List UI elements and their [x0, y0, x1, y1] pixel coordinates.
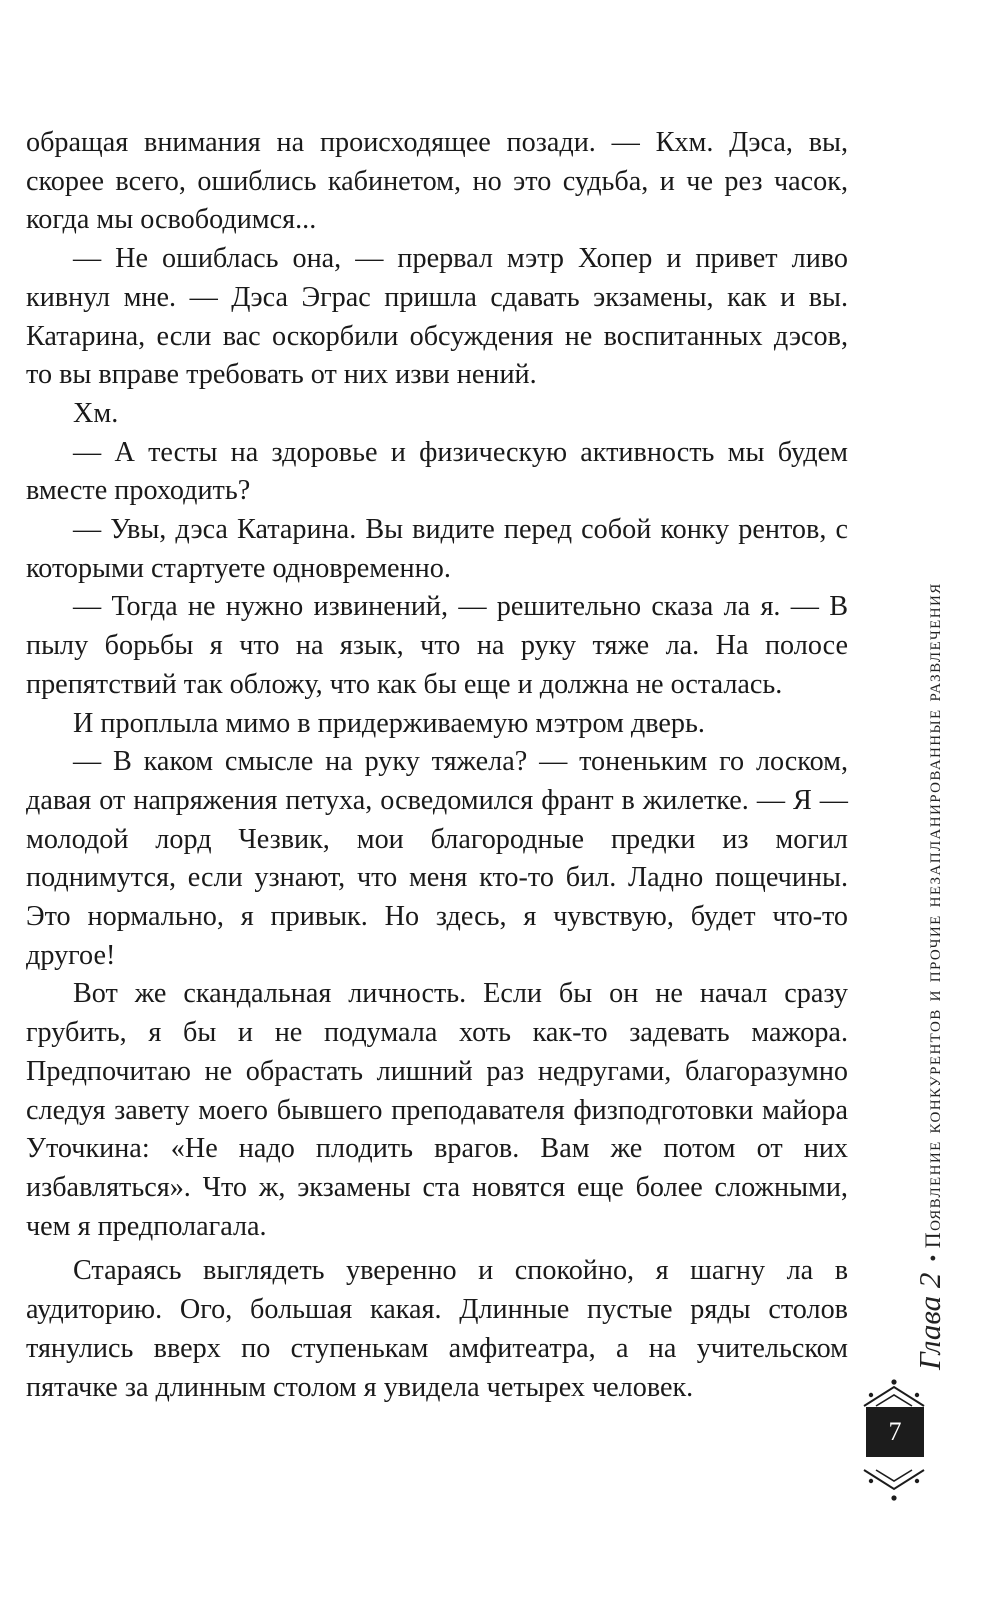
text-line: Стараясь выглядеть уверенно и спокойно, я шагну — [73, 1255, 766, 1287]
paragraph-6 — [26, 588, 848, 704]
text-line: — Не ошиблась она, — прервал мэтр Хопер и привет — [73, 243, 778, 275]
text-line: — Увы, дэса Катарина. Вы видите перед собой конку — [73, 514, 730, 546]
ornament-bottom-icon — [862, 1466, 926, 1516]
text-line: в жилетке. — Я — молодой лорд Чезвик, мои благородные — [26, 784, 848, 855]
paragraph-5 — [26, 511, 848, 588]
body-text — [26, 124, 848, 1407]
text-line: предки из могил поднимутся, если узнают, что меня кто-то — [26, 823, 848, 894]
text-line: — В каком смысле на руку тяжела? — тоненьким го — [73, 746, 745, 778]
text-line: ла я. — В пылу борьбы я что на язык, что на руку тяже — [26, 591, 849, 662]
paragraph-2 — [26, 240, 848, 395]
text-line: ла в аудиторию. Ого, большая какая. Длинные пустые — [26, 1255, 849, 1326]
paragraph-4 — [26, 434, 848, 511]
text-line: воспитанных дэсов, то вы вправе требовать от них изви — [26, 320, 848, 391]
paragraph-8 — [26, 743, 848, 975]
text-line: нений. — [456, 359, 537, 391]
text-line: ливо кивнул мне. — Дэса Эграс пришла сдавать экзамены, — [26, 243, 849, 313]
text-line: Хм. — [73, 397, 119, 429]
text-line: сразу грубить, я бы и не подумала хоть как-то задевать — [26, 978, 848, 1049]
text-line: — А тесты на здоровье и физическую активность мы — [73, 436, 778, 468]
running-head — [912, 582, 948, 1370]
text-line: и должна не осталась. — [517, 668, 783, 700]
text-line: как и вы. Катарина, если вас оскорбили обсуждения не — [26, 281, 848, 352]
text-line: И проплыла мимо в придерживаемую мэтром дверь. — [73, 707, 705, 739]
paragraph-9 — [26, 975, 848, 1246]
paragraph-1 — [26, 124, 848, 240]
text-line: рез часок, когда мы освободимся... — [26, 165, 848, 236]
text-line: — Тогда не нужно извинений, — решительно сказа — [73, 591, 714, 623]
text-line: обращая внимания на происходящее позади. — Кхм. Дэса, — [26, 127, 809, 158]
paragraph-10 — [26, 1252, 848, 1407]
text-line: я чувствую, будет что-то другое! — [26, 901, 848, 971]
text-line: лоском, давая от напряжения петуха, осведомился франт — [26, 746, 849, 816]
text-line: мажора. Предпочитаю не обрастать лишний раз недругами, — [26, 1017, 848, 1087]
text-line: вы, скорее всего, ошиблись кабинетом, но это судьба, и че — [26, 127, 848, 197]
text-line: рентов, с которыми стартуете одновременно. — [26, 514, 848, 584]
page-number-box — [866, 1407, 924, 1457]
text-line: новятся еще более сложными, чем я предполагала. — [26, 1171, 848, 1242]
text-line: бил. Ладно пощечины. Это нормально, я привык. Но здесь, — [26, 862, 848, 933]
text-line: ряды столов тянулись вверх по ступенькам амфитеатра, — [26, 1294, 848, 1364]
separator-bullet: • — [923, 1253, 945, 1262]
text-line: Вот же скандальная личность. Если бы он не начал — [73, 978, 785, 1010]
chapter-label: Глава 2 — [912, 1272, 947, 1370]
text-line: физподготовки майора Уточкина: «Не надо плодить врагов. — [26, 1094, 848, 1165]
text-line: Вам же потом от них избавляться». Что ж, экзамены ста — [26, 1133, 848, 1203]
paragraph-3 — [26, 395, 848, 434]
paragraph-7 — [26, 705, 848, 744]
page-number: 7 — [888, 1417, 902, 1446]
text-line: а на учительском пятачке за длинным столом я увидела — [26, 1332, 848, 1403]
text-line: будем вместе проходить? — [26, 436, 848, 507]
text-line: четырех человек. — [486, 1371, 694, 1403]
text-line: ла. На полосе препятствий так обложу, что как бы еще — [26, 630, 849, 700]
text-line: благоразумно следуя завету моего бывшего преподавателя — [26, 1055, 848, 1126]
chapter-title: Появление конкурентов и прочие незапланированные развлечения — [920, 582, 945, 1249]
